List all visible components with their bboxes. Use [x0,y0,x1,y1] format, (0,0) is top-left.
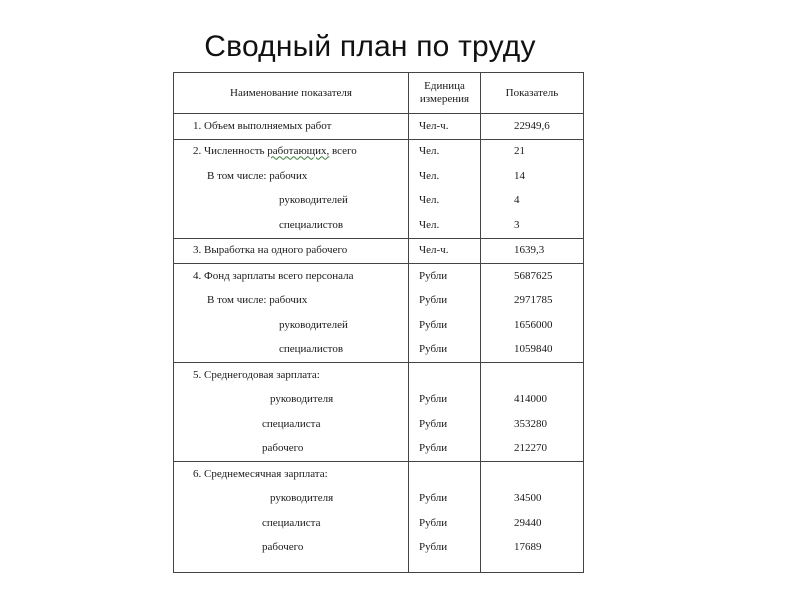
row-unit: Рубли [409,338,481,363]
row-value: 353280 [481,412,584,437]
row-unit: Чел. [409,213,481,238]
row-name: 4. Фонд зарплаты всего персонала [174,264,409,289]
row-name: 6. Среднемесячная зарплата: [174,462,409,487]
table-row-spacer [174,560,584,573]
table-row [174,536,584,561]
row-name: специалистов [174,213,409,238]
row-name: 5. Среднегодовая зарплата: [174,363,409,388]
row-value: 414000 [481,388,584,413]
row-unit: Чел-ч. [409,238,481,264]
row-name: руководителя [174,388,409,413]
row-unit [409,363,481,388]
row-unit: Рубли [409,289,481,314]
table-row [174,338,584,363]
table-row [174,412,584,437]
header-unit-line1: Единица [424,80,465,92]
row-unit: Рубли [409,388,481,413]
table-row [174,139,584,164]
row-name: рабочего [174,437,409,462]
spacer-cell [409,560,481,573]
table-row [174,114,584,140]
row-name: 1. Объем выполняемых работ [174,114,409,140]
table-row [174,313,584,338]
row-name: специалиста [174,511,409,536]
row-unit: Рубли [409,487,481,512]
row-value: 14 [481,164,584,189]
table-row [174,363,584,388]
row-value: 1639,3 [481,238,584,264]
row-name-part1: 2. Численность [193,145,265,158]
row-value: 4 [481,189,584,214]
row-name: руководителя [174,487,409,512]
header-value: Показатель [481,73,584,114]
spacer-cell [481,560,584,573]
header-unit [409,73,481,114]
row-value: 21 [481,139,584,164]
row-value [481,462,584,487]
table-row [174,437,584,462]
table-row [174,487,584,512]
row-value: 34500 [481,487,584,512]
spacer-cell [174,560,409,573]
row-name: рабочего [174,536,409,561]
table-header-row [174,73,584,114]
row-unit: Рубли [409,536,481,561]
row-value: 3 [481,213,584,238]
row-name-part3: всего [329,145,357,158]
row-name: В том числе: рабочих [174,289,409,314]
row-value: 1059840 [481,338,584,363]
row-name: специалистов [174,338,409,363]
table-row [174,511,584,536]
header-unit-line2: измерения [419,93,470,105]
row-value: 212270 [481,437,584,462]
slide-title: Сводный план по труду [204,30,536,63]
table-row [174,213,584,238]
table-row [174,462,584,487]
table-row [174,289,584,314]
row-value: 5687625 [481,264,584,289]
row-unit [409,462,481,487]
row-name: специалиста [174,412,409,437]
table-row [174,388,584,413]
row-value: 29440 [481,511,584,536]
row-unit: Чел. [409,189,481,214]
row-value: 2971785 [481,289,584,314]
row-unit: Чел. [409,139,481,164]
row-unit: Рубли [409,264,481,289]
row-name: руководителей [174,313,409,338]
row-value: 17689 [481,536,584,561]
row-unit: Рубли [409,412,481,437]
row-name [174,139,409,164]
table-row [174,264,584,289]
row-value: 1656000 [481,313,584,338]
row-value: 22949,6 [481,114,584,140]
row-unit: Чел. [409,164,481,189]
row-name: 3. Выработка на одного рабочего [174,238,409,264]
table-row [174,238,584,264]
row-unit: Чел-ч. [409,114,481,140]
row-value [481,363,584,388]
row-name-part2: работающих, [267,145,330,158]
row-name: В том числе: рабочих [174,164,409,189]
table-row [174,164,584,189]
header-indicator-name: Наименование показателя [174,73,409,114]
row-name: руководителей [174,189,409,214]
row-unit: Рубли [409,313,481,338]
labor-plan-table [173,72,584,573]
row-unit: Рубли [409,437,481,462]
row-unit: Рубли [409,511,481,536]
table-row [174,189,584,214]
